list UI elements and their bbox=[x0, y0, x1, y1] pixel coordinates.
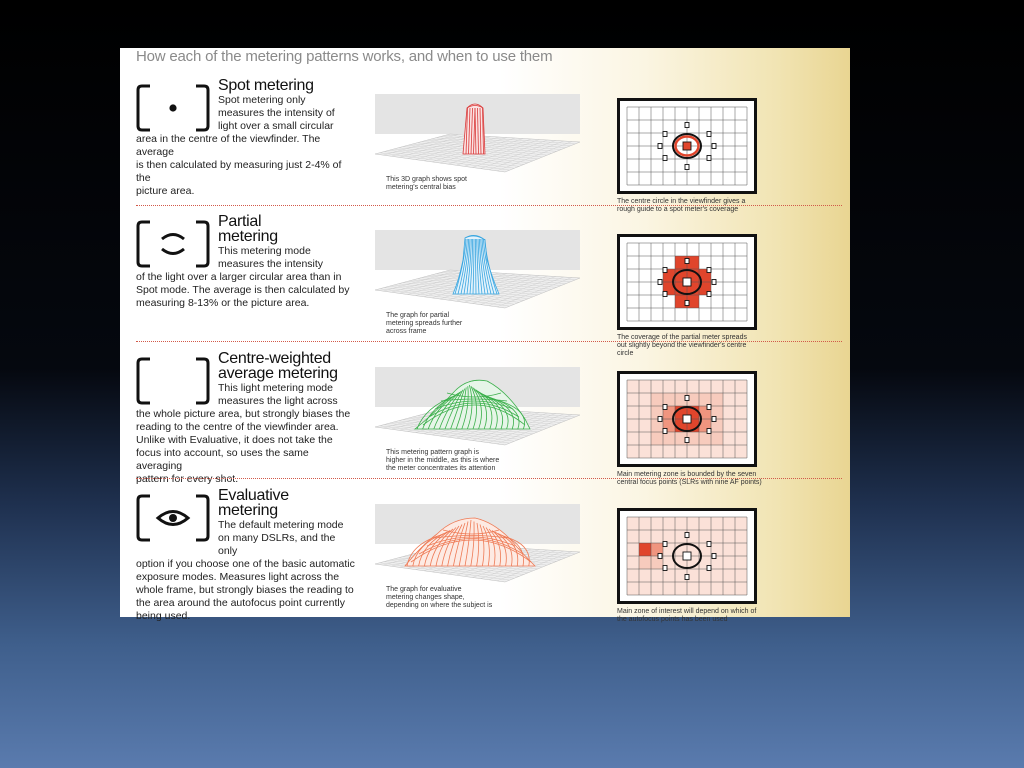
description-line: option if you choose one of the basic automatic bbox=[136, 558, 355, 570]
section-title-line: metering bbox=[218, 228, 278, 245]
section-title bbox=[218, 351, 338, 381]
metering-section bbox=[120, 341, 850, 486]
af-point bbox=[712, 144, 716, 149]
af-point bbox=[663, 268, 667, 273]
description-line: the area around the autofocus point currently bbox=[136, 597, 345, 609]
graph-caption-line: This 3D graph shows spot bbox=[386, 176, 467, 183]
description-line: measures the light across bbox=[218, 395, 338, 407]
viewfinder-caption-line: central focus points (SLRs with nine AF points) bbox=[617, 479, 762, 486]
viewfinder-caption-line: circle bbox=[617, 350, 634, 357]
section-title-line: Evaluative bbox=[218, 487, 289, 504]
description-line: picture area. bbox=[136, 185, 195, 197]
viewfinder-grid bbox=[617, 508, 757, 604]
section-title-line: Spot metering bbox=[218, 77, 314, 94]
viewfinder-grid bbox=[617, 234, 757, 330]
af-point bbox=[712, 417, 716, 422]
section-title-line: Centre-weighted bbox=[218, 350, 331, 367]
af-point bbox=[658, 280, 662, 285]
viewfinder-caption bbox=[617, 608, 777, 624]
viewfinder-caption-line: The coverage of the partial meter spreads bbox=[617, 334, 747, 341]
section-description bbox=[136, 245, 356, 310]
description-line: measures the intensity bbox=[218, 258, 324, 270]
3d-metering-graph bbox=[375, 230, 580, 315]
af-point bbox=[712, 554, 716, 559]
description-line: being used. bbox=[136, 610, 191, 622]
af-point bbox=[707, 429, 711, 434]
description-line: area in the centre of the viewfinder. The average bbox=[136, 133, 321, 158]
af-point bbox=[707, 268, 711, 273]
af-point bbox=[683, 142, 691, 150]
description-line: Spot mode. The average is then calculated by bbox=[136, 284, 350, 296]
af-point bbox=[707, 292, 711, 297]
section-title bbox=[218, 488, 289, 518]
metering-section bbox=[120, 68, 850, 213]
graph-caption-line: depending on where the subject is bbox=[386, 602, 493, 609]
graph-caption bbox=[386, 312, 506, 336]
section-title bbox=[218, 214, 278, 244]
graph-caption-line: metering spreads further bbox=[386, 320, 463, 327]
viewfinder-caption-line: The centre circle in the viewfinder gives a bbox=[617, 198, 746, 205]
section-title-line: metering bbox=[218, 502, 278, 519]
description-line: light over a small circular bbox=[218, 120, 334, 132]
af-point bbox=[685, 165, 689, 170]
description-line: measuring 8-13% or the picture area. bbox=[136, 297, 310, 309]
af-point bbox=[707, 132, 711, 137]
description-line: measures the intensity of bbox=[218, 107, 335, 119]
graph-caption-line: metering changes shape, bbox=[386, 594, 465, 601]
description-line: on many DSLRs, and the only bbox=[218, 532, 336, 557]
viewfinder-caption-line: out slightly beyond the viewfinder's centre bbox=[617, 342, 747, 349]
af-point bbox=[685, 575, 689, 580]
section-description bbox=[136, 94, 356, 198]
af-point bbox=[707, 566, 711, 571]
description-line: exposure modes. Measures light across the bbox=[136, 571, 340, 583]
af-point bbox=[712, 280, 716, 285]
graph-caption-line: This metering pattern graph is bbox=[386, 449, 479, 456]
3d-metering-graph bbox=[375, 367, 580, 452]
graph-caption-line: higher in the middle, as this is where bbox=[386, 457, 500, 464]
section-description bbox=[136, 519, 356, 623]
description-line: focus into account, so uses the same averaging bbox=[136, 447, 309, 472]
af-point bbox=[707, 542, 711, 547]
description-line: of the light over a larger circular area than in bbox=[136, 271, 342, 283]
viewfinder-caption-line: rough guide to a spot meter's coverage bbox=[617, 206, 739, 213]
3d-metering-graph bbox=[375, 504, 580, 589]
graph-caption-line: The graph for evaluative bbox=[386, 586, 462, 593]
viewfinder-caption-line: the autofocus points has been used bbox=[617, 616, 728, 623]
metering-section bbox=[120, 204, 850, 357]
af-point bbox=[685, 123, 689, 128]
infographic-panel bbox=[120, 48, 850, 623]
graph-caption-line: the meter concentrates its attention bbox=[386, 465, 496, 472]
3d-metering-graph bbox=[375, 94, 580, 179]
section-title bbox=[218, 78, 314, 93]
description-line: The default metering mode bbox=[218, 519, 344, 531]
af-point bbox=[663, 292, 667, 297]
af-point bbox=[685, 396, 689, 401]
graph-caption-line: metering's central bias bbox=[386, 184, 456, 191]
description-line: Spot metering only bbox=[218, 94, 306, 106]
af-point bbox=[663, 542, 667, 547]
af-point bbox=[685, 301, 689, 306]
graph-caption bbox=[386, 176, 506, 192]
graph-caption bbox=[386, 449, 506, 473]
viewfinder-caption-line: Main zone of interest will depend on which of bbox=[617, 608, 757, 615]
graph-caption-line: across frame bbox=[386, 328, 427, 335]
af-point bbox=[685, 259, 689, 264]
af-point bbox=[663, 429, 667, 434]
description-line: is then calculated by measuring just 2-4% of the bbox=[136, 159, 342, 184]
af-point bbox=[658, 417, 662, 422]
description-line: This metering mode bbox=[218, 245, 311, 257]
page-title: How each of the metering patterns works, and when to use them bbox=[136, 48, 553, 65]
description-line: reading to the centre of the viewfinder area. bbox=[136, 421, 339, 433]
af-point bbox=[683, 552, 691, 560]
description-line: the whole picture area, but strongly biases the bbox=[136, 408, 351, 420]
af-point bbox=[663, 405, 667, 410]
af-point bbox=[683, 278, 691, 286]
af-point bbox=[685, 438, 689, 443]
description-line: Unlike with Evaluative, it does not take the bbox=[136, 434, 333, 446]
viewfinder-grid bbox=[617, 98, 757, 194]
viewfinder-grid bbox=[617, 371, 757, 467]
metering-section bbox=[120, 478, 850, 623]
viewfinder-caption-line: Main metering zone is bounded by the seven bbox=[617, 471, 757, 478]
graph-caption bbox=[386, 586, 506, 610]
af-point bbox=[707, 405, 711, 410]
description-line: whole frame, but strongly biases the reading to bbox=[136, 584, 354, 596]
af-point bbox=[658, 554, 662, 559]
af-point bbox=[683, 415, 691, 423]
af-point bbox=[707, 156, 711, 161]
description-line: This light metering mode bbox=[218, 382, 333, 394]
af-point bbox=[685, 533, 689, 538]
af-point bbox=[663, 566, 667, 571]
af-point bbox=[663, 132, 667, 137]
section-description bbox=[136, 382, 356, 486]
graph-caption-line: The graph for partial bbox=[386, 312, 450, 319]
af-point bbox=[663, 156, 667, 161]
section-title-line: Partial bbox=[218, 213, 262, 230]
graph-surface bbox=[463, 104, 485, 154]
description-line: pattern for every shot. bbox=[136, 473, 239, 485]
section-title-line: average metering bbox=[218, 365, 338, 382]
af-point bbox=[658, 144, 662, 149]
